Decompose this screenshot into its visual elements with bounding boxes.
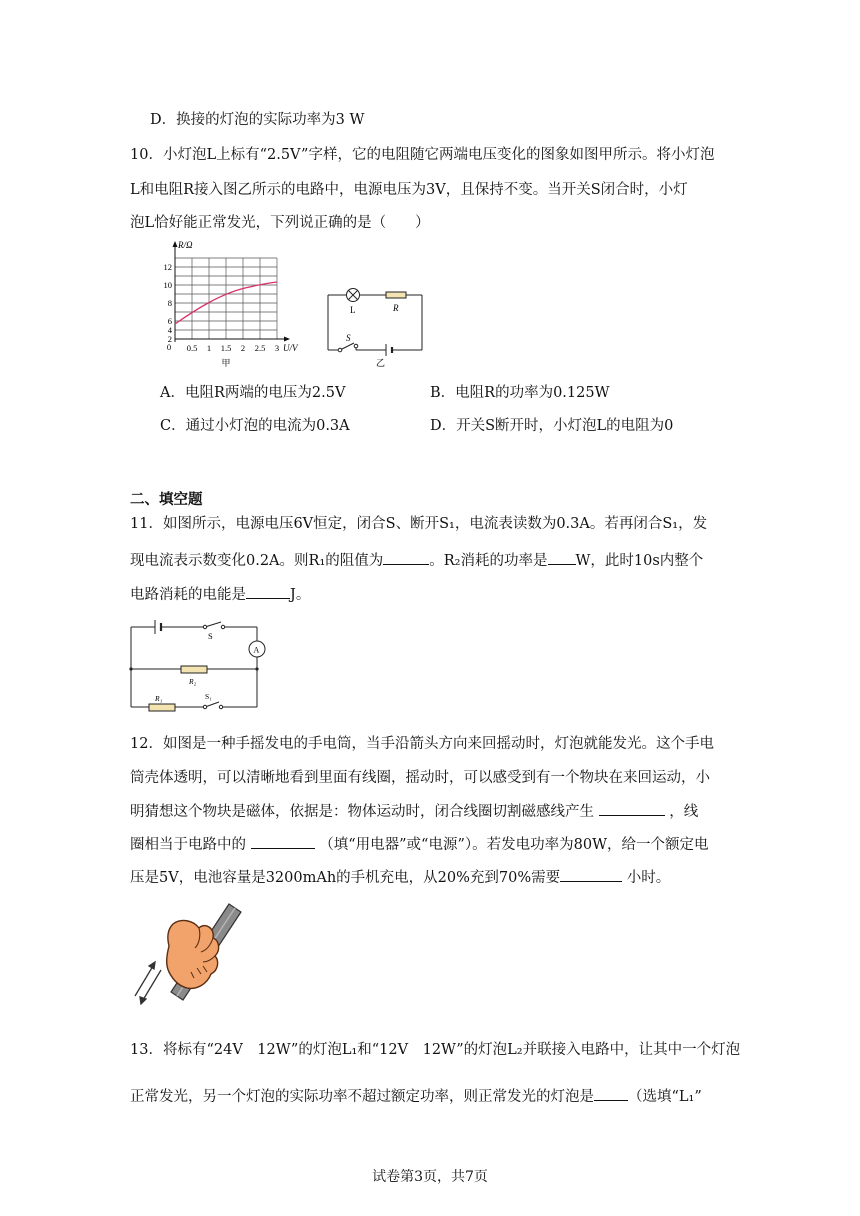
q10-option-a: A．电阻R两端的电压为2.5V: [160, 385, 346, 401]
xtick-origin: 0: [166, 342, 172, 352]
q10-graph: [150, 238, 310, 372]
xtick: 2: [240, 343, 246, 353]
graph-xlabel: U/V: [283, 343, 298, 353]
q12-stem-line2: 筒壳体透明，可以清晰地看到里面有线圈，摇动时，可以感受到有一个物块在来回运动，小: [130, 770, 710, 786]
q11-text: J。: [290, 587, 311, 603]
q12-stem-line1: 12．如图是一种手摇发电的手电筒，当手沿箭头方向来回摇动时，灯泡就能发光。这个手电: [130, 736, 714, 752]
q11-text: 。R₂消耗的功率是: [429, 553, 548, 569]
q9-option-d: D．换接的灯泡的实际功率为3 W: [150, 112, 365, 128]
answer-blank[interactable]: [594, 1086, 628, 1101]
xtick: 1.5: [220, 343, 232, 353]
xtick: 1: [206, 343, 212, 353]
circuit-resistor-label: R: [393, 303, 399, 313]
graph-ylabel: R/Ω: [178, 240, 193, 250]
q10-option-d: D．开关S断开时，小灯泡L的电阻为0: [430, 418, 674, 434]
xtick: 3: [274, 343, 280, 353]
q12-text: 圈相当于电路中的: [130, 837, 246, 853]
ytick: 4: [167, 325, 172, 335]
q11-text: 电路消耗的电能是: [130, 587, 246, 603]
page-footer: 试卷第3页，共7页: [372, 1169, 488, 1185]
q13-stem-line2: [130, 1086, 702, 1107]
graph-caption: 甲: [221, 358, 231, 368]
q10-option-c: C．通过小灯泡的电流为0.3A: [160, 418, 350, 434]
q11-text: 现电流表示数变化0.2A。则R₁的阻值为: [130, 553, 384, 569]
q11-stem-line3: [130, 584, 310, 605]
q10-option-b: B．电阻R的功率为0.125W: [430, 385, 610, 401]
ytick: 12: [163, 262, 172, 272]
q12-stem-line3: [130, 801, 698, 822]
q12-text: 明猜想这个物块是磁体，依据是：物体运动时，闭合线圈切割磁感线产生: [130, 804, 594, 820]
q11-text: W，此时10s内整个: [575, 553, 704, 569]
xtick: 0.5: [186, 343, 198, 353]
q11-r2-label: R₂: [189, 677, 197, 686]
q10-circuit: [320, 282, 430, 372]
q12-stem-line4: [130, 834, 708, 855]
q12-text: 小时。: [626, 870, 671, 886]
answer-blank[interactable]: [548, 550, 576, 565]
q11-r1-label: R₁: [155, 694, 163, 703]
ytick: 6: [167, 316, 172, 326]
q13-text: （选填“L₁”: [628, 1089, 702, 1105]
q13-stem-line1: 13．将标有“24V 12W”的灯泡L₁和“12V 12W”的灯泡L₂并联接入电路中，让其中一个灯泡: [130, 1042, 741, 1058]
q10-stem-line1: 10．小灯泡L上标有“2.5V”字样，它的电阻随它两端电压变化的图象如图甲所示。将小灯泡: [130, 147, 715, 163]
ytick: 8: [167, 298, 172, 308]
q12-text: ，线: [669, 804, 699, 820]
ytick: 10: [163, 280, 172, 290]
answer-blank[interactable]: [599, 801, 665, 816]
q10-stem-line3: 泡L恰好能正常发光，下列说正确的是（ ）: [130, 215, 430, 231]
q11-stem-line2: [130, 550, 703, 571]
hand-crank-flashlight-image: [125, 900, 255, 1005]
q11-s1-label: S₁: [205, 692, 212, 701]
xtick: 2.5: [254, 343, 266, 353]
section-title: 二、填空题: [130, 492, 203, 508]
q11-stem-line1: 11．如图所示，电源电压6V恒定，闭合S、断开S₁，电流表读数为0.3A。若再闭合S₁，发: [130, 516, 708, 532]
q12-text: 压是5V，电池容量是3200mAh的手机充电，从20%充到70%需要: [130, 870, 561, 886]
circuit-lamp-label: L: [350, 305, 356, 315]
circuit-switch-label: S: [346, 333, 351, 343]
q12-text: （填“用电器”或“电源”）。若发电功率为80W，给一个额定电: [319, 837, 709, 853]
q11-circuit: [125, 615, 270, 721]
answer-blank[interactable]: [383, 550, 429, 565]
answer-blank[interactable]: [246, 584, 290, 599]
q13-text: 正常发光，另一个灯泡的实际功率不超过额定功率，则正常发光的灯泡是: [130, 1089, 594, 1105]
answer-blank[interactable]: [560, 867, 622, 882]
q12-stem-line5: [130, 867, 670, 888]
q10-stem-line2: L和电阻R接入图乙所示的电路中，电源电压为3V，且保持不变。当开关S闭合时，小灯: [130, 182, 688, 198]
ammeter-label: A: [253, 645, 260, 655]
q11-switch-label: S: [208, 631, 213, 641]
ytick: 2: [167, 334, 172, 344]
answer-blank[interactable]: [251, 834, 315, 849]
circuit-caption: 乙: [376, 358, 386, 368]
